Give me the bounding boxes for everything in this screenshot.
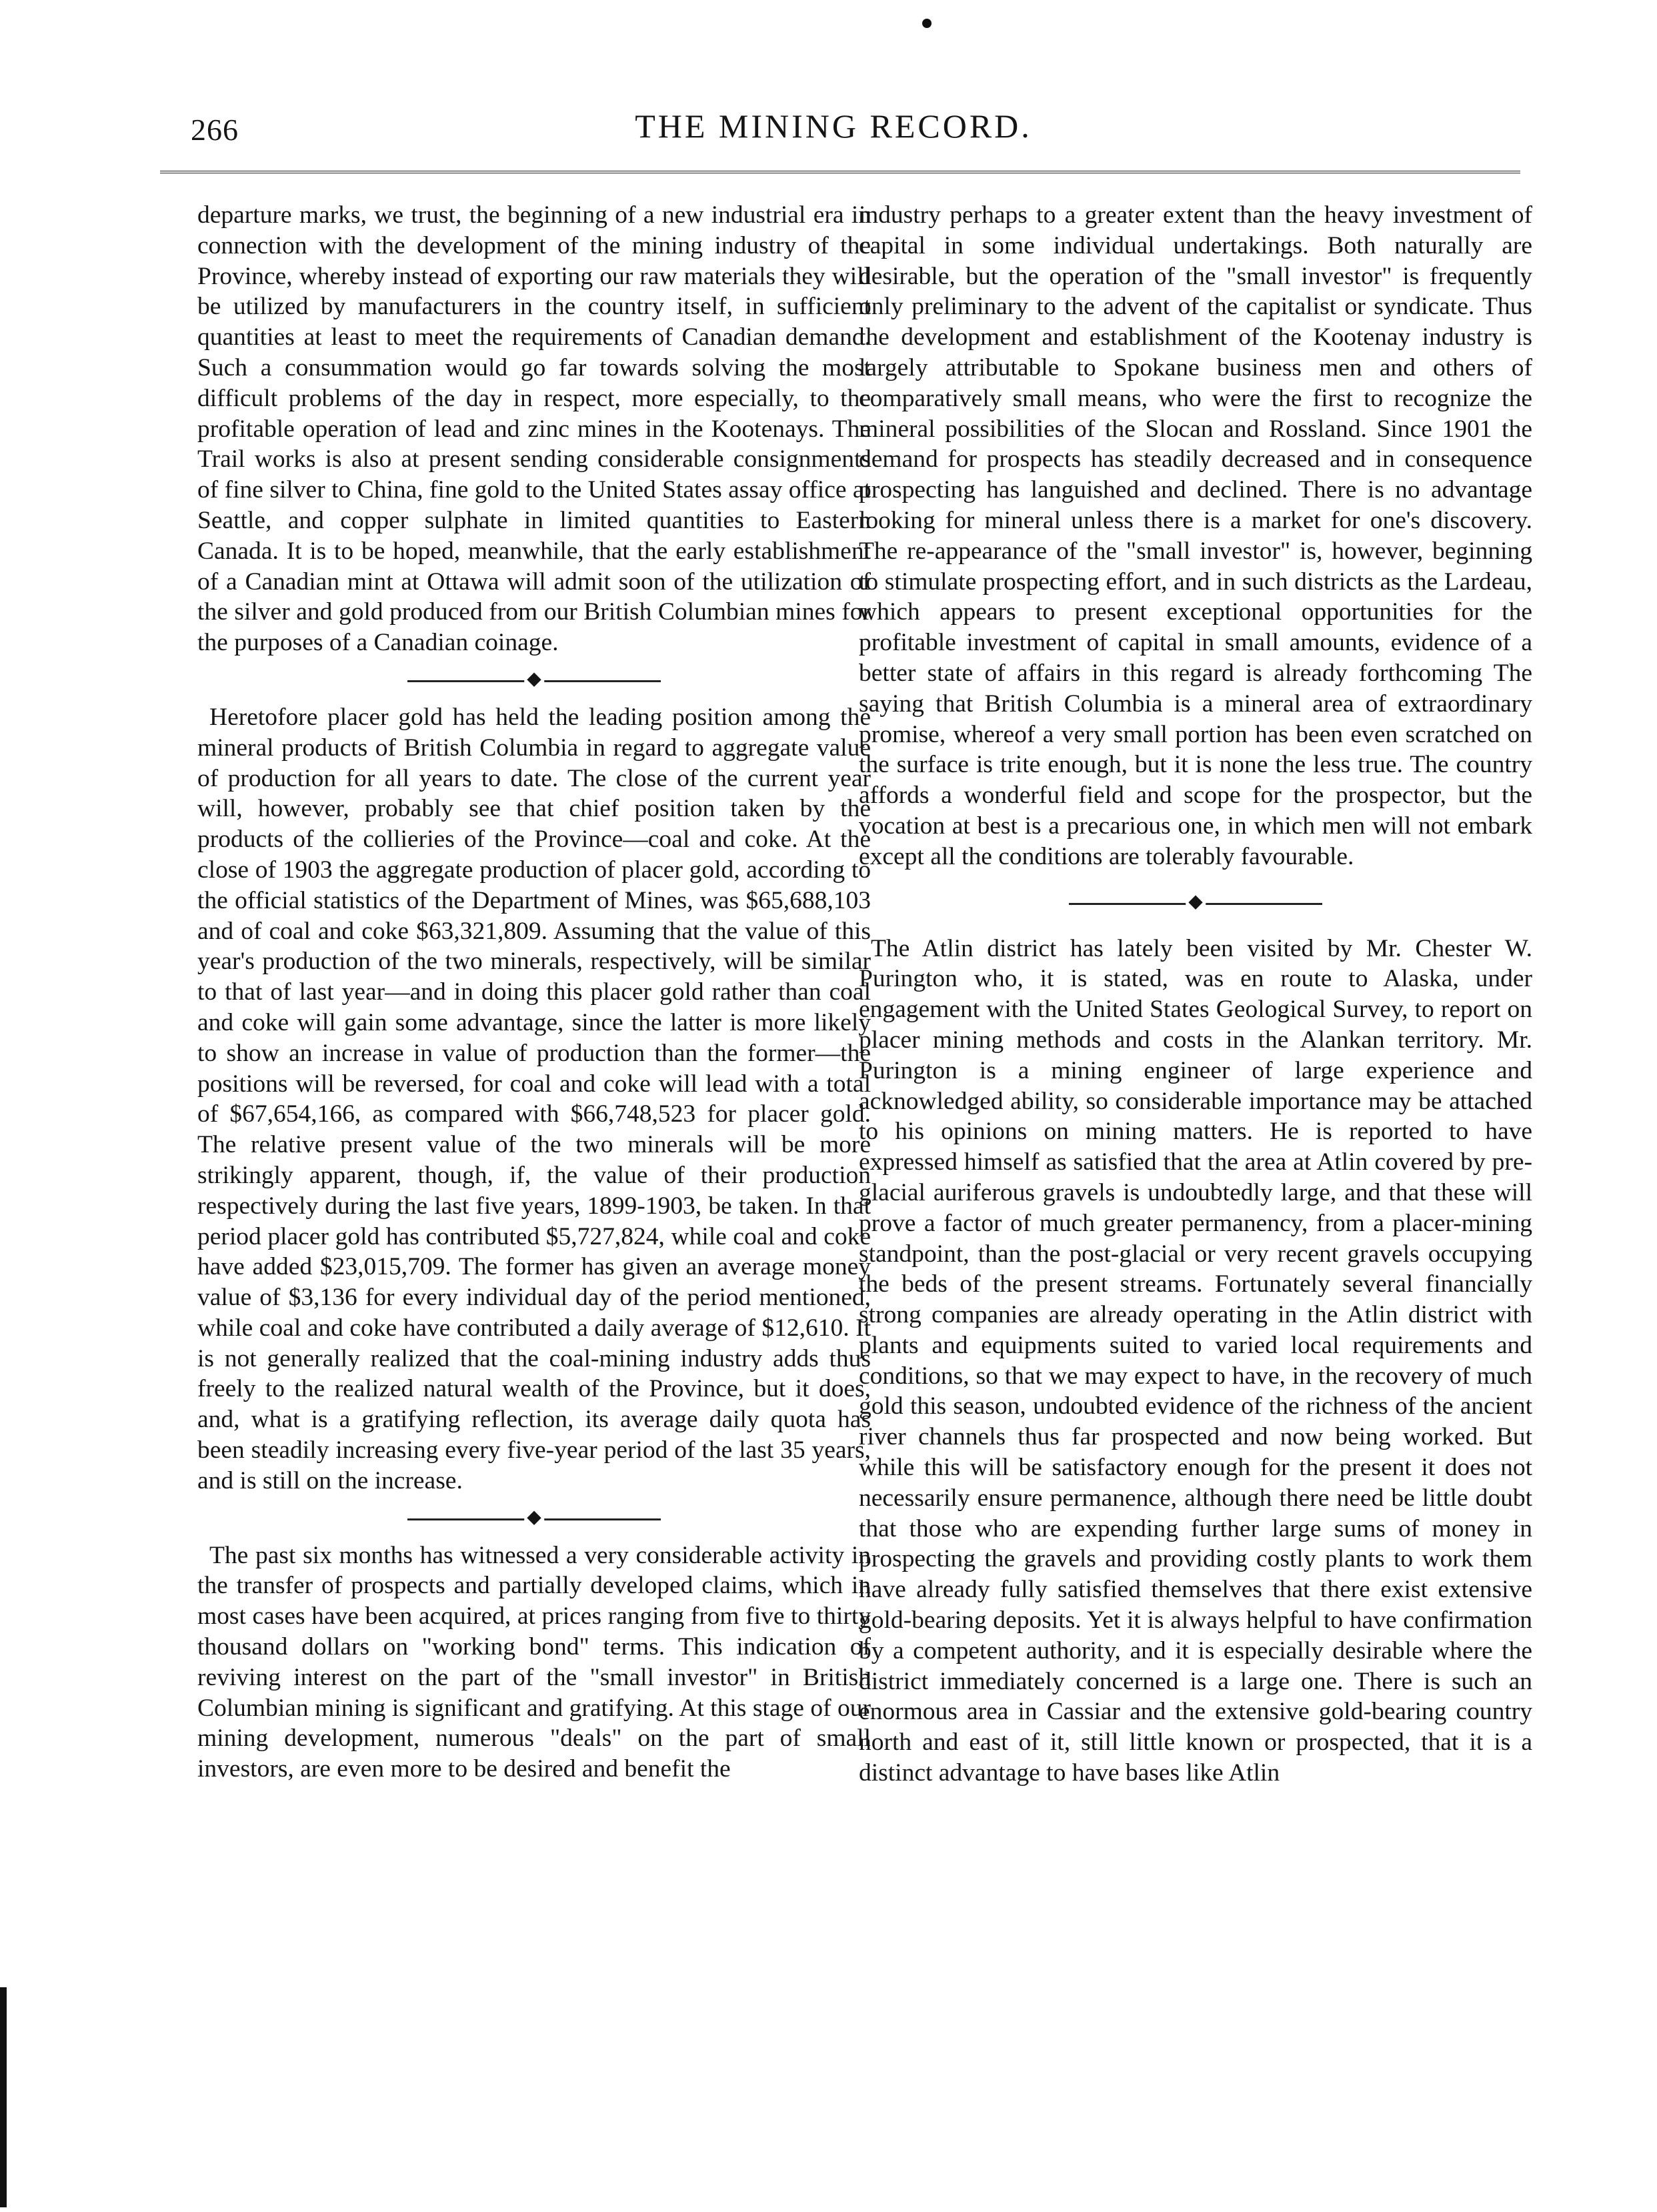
right-column <box>859 200 1532 1789</box>
paragraph-atlin-district: The Atlin district has lately been visited by Mr. Chester W. Purington who, it is stated, was en route to Alaska, under engagement with the United States Geological Survey, to report on placer mining methods and costs in the Alankan territory. Mr. Purington is a mining engineer of large experience and acknowledged ability, so considerable importance may be attached to his opinions on mining matters. He is reported to have expressed himself as satisfied that the area at Atlin covered by pre-glacial auriferous gravels is undoubtedly large, and that these will prove a factor of much greater permanency, from a placer-mining standpoint, than the post-glacial or very recent gravels occupying the beds of the present streams. Fortunately several financially strong companies are already operating in the Atlin district with plants and equipments suited to varied local requirements and conditions, so that we may expect to have, in the recovery of much gold this season, undoubted evidence of the richness of the ancient river channels thus far prospected and now being worked. But while this will be satisfactory enough for the present it does not necessarily ensure permanence, although there need be little doubt that those who are expending further large sums of money in prospecting the gravels and providing costly plants to work them have already fully satisfied themselves that there exist extensive gold-bearing deposits. Yet it is always helpful to have confirmation by a competent authority, and it is especially desirable where the district immediately concerned is a large one. There is such an enormous area in Cassiar and the extensive gold-bearing country north and east of it, still little known or prospected, that it is a distinct advantage to have bases like Atlin <box>859 934 1532 1787</box>
section-separator <box>859 872 1532 934</box>
paragraph-small-investor: The past six months has witnessed a very considerable activity in the transfer of prospects and partially developed claims, which in most cases have been acquired, at prices ranging from five to thirty thousand dollars on "working bond" terms. This indication of reviving interest on the part of the "small investor" in British Columbian mining is significant and gratifying. At this stage of our mining development, numerous "deals" on the part of small investors, are even more to be desired and benefit the <box>197 1541 871 1783</box>
scan-edge-mark <box>0 1987 7 2207</box>
page-number: 266 <box>191 113 239 147</box>
header-rule <box>160 171 1520 173</box>
paragraph-kootenay-industry: industry perhaps to a greater extent than the heavy investment of capital in some individual undertakings. Both naturally are desirable, but the operation of the "small investor" is frequently only preliminary to the advent of the capitalist or syndicate. Thus the development and establishment of the Kootenay industry is largely attributable to Spokane business men and others of comparatively small means, who were the first to recognize the mineral possibilities of the Slocan and Rossland. Since 1901 the demand for prospects has steadily decreased and in consequence prospecting has languished and declined. There is no advantage looking for mineral unless there is a market for one's discovery. The re-appearance of the "small investor" is, however, beginning to stimulate prospecting effort, and in such districts as the Lardeau, which appears to present exceptional opportunities for the profitable investment of capital in small amounts, evidence of a better state of affairs in this regard is already forthcoming The saying that British Columbia is a mineral area of extraordinary promise, whereof a very small portion has been even scratched on the surface is trite enough, but it is none the less true. The country affords a wonderful field and scope for the prospector, but the vocation at best is a precarious one, in which men will not embark except all the conditions are tolerably favourable. <box>859 201 1532 870</box>
page-header <box>160 107 1507 160</box>
section-separator <box>197 658 871 702</box>
diamond-ornament-icon: ◆ <box>524 1502 544 1532</box>
printer-dot <box>922 19 932 28</box>
diamond-ornament-icon: ◆ <box>524 664 544 694</box>
left-column <box>197 200 871 1785</box>
paragraph-trail-works: departure marks, we trust, the beginning of a new industrial era in connection with the development of the mining industry of the Province, whereby instead of exporting our raw materials they will be utilized by manufacturers in the country itself, in sufficient quantities at least to meet the requirements of Canadian demand. Such a consummation would go far towards solving the most difficult problems of the day in respect, more especially, to the profitable operation of lead and zinc mines in the Kootenays. The Trail works is also at present sending considerable consignments of fine silver to China, fine gold to the United States assay office at Seattle, and copper sulphate in limited quantities to Eastern Canada. It is to be hoped, meanwhile, that the early establishment of a Canadian mint at Ottawa will admit soon of the utilization of the silver and gold produced from our British Columbian mines for the purposes of a Canadian coinage. <box>197 201 871 657</box>
paragraph-placer-gold: Heretofore placer gold has held the leading position among the mineral products of British Columbia in regard to aggregate value of production for all years to date. The close of the current year will, however, probably see that chief position taken by the products of the collieries of the Province—coal and coke. At the close of 1903 the aggregate production of placer gold, according to the official statistics of the Department of Mines, was $65,688,103 and of coal and coke $63,321,809. Assuming that the value of this year's production of the two minerals, respectively, will be similar to that of last year—and in doing this placer gold rather than coal and coke will gain some advantage, since the latter is more likely to show an increase in value of production than the former—the positions will be reversed, for coal and coke will lead with a total of $67,654,166, as compared with $66,748,523 for placer gold. The relative present value of the two minerals will be more strikingly apparent, though, if, the value of their production respectively during the last five years, 1899-1903, be taken. In that period placer gold has contributed $5,727,824, while coal and coke have added $23,015,709. The former has given an average money value of $3,136 for every individual day of the period mentioned, while coal and coke have contributed a daily average of $12,610. It is not generally realized that the coal-mining industry adds thus freely to the realized natural wealth of the Province, but it does, and, what is a gratifying reflection, its average daily quota has been steadily increasing every five-year period of the last 35 years, and is still on the increase. <box>197 703 871 1494</box>
diamond-ornament-icon: ◆ <box>1186 886 1206 917</box>
section-separator <box>197 1496 871 1540</box>
running-title: THE MINING RECORD. <box>635 107 1032 145</box>
